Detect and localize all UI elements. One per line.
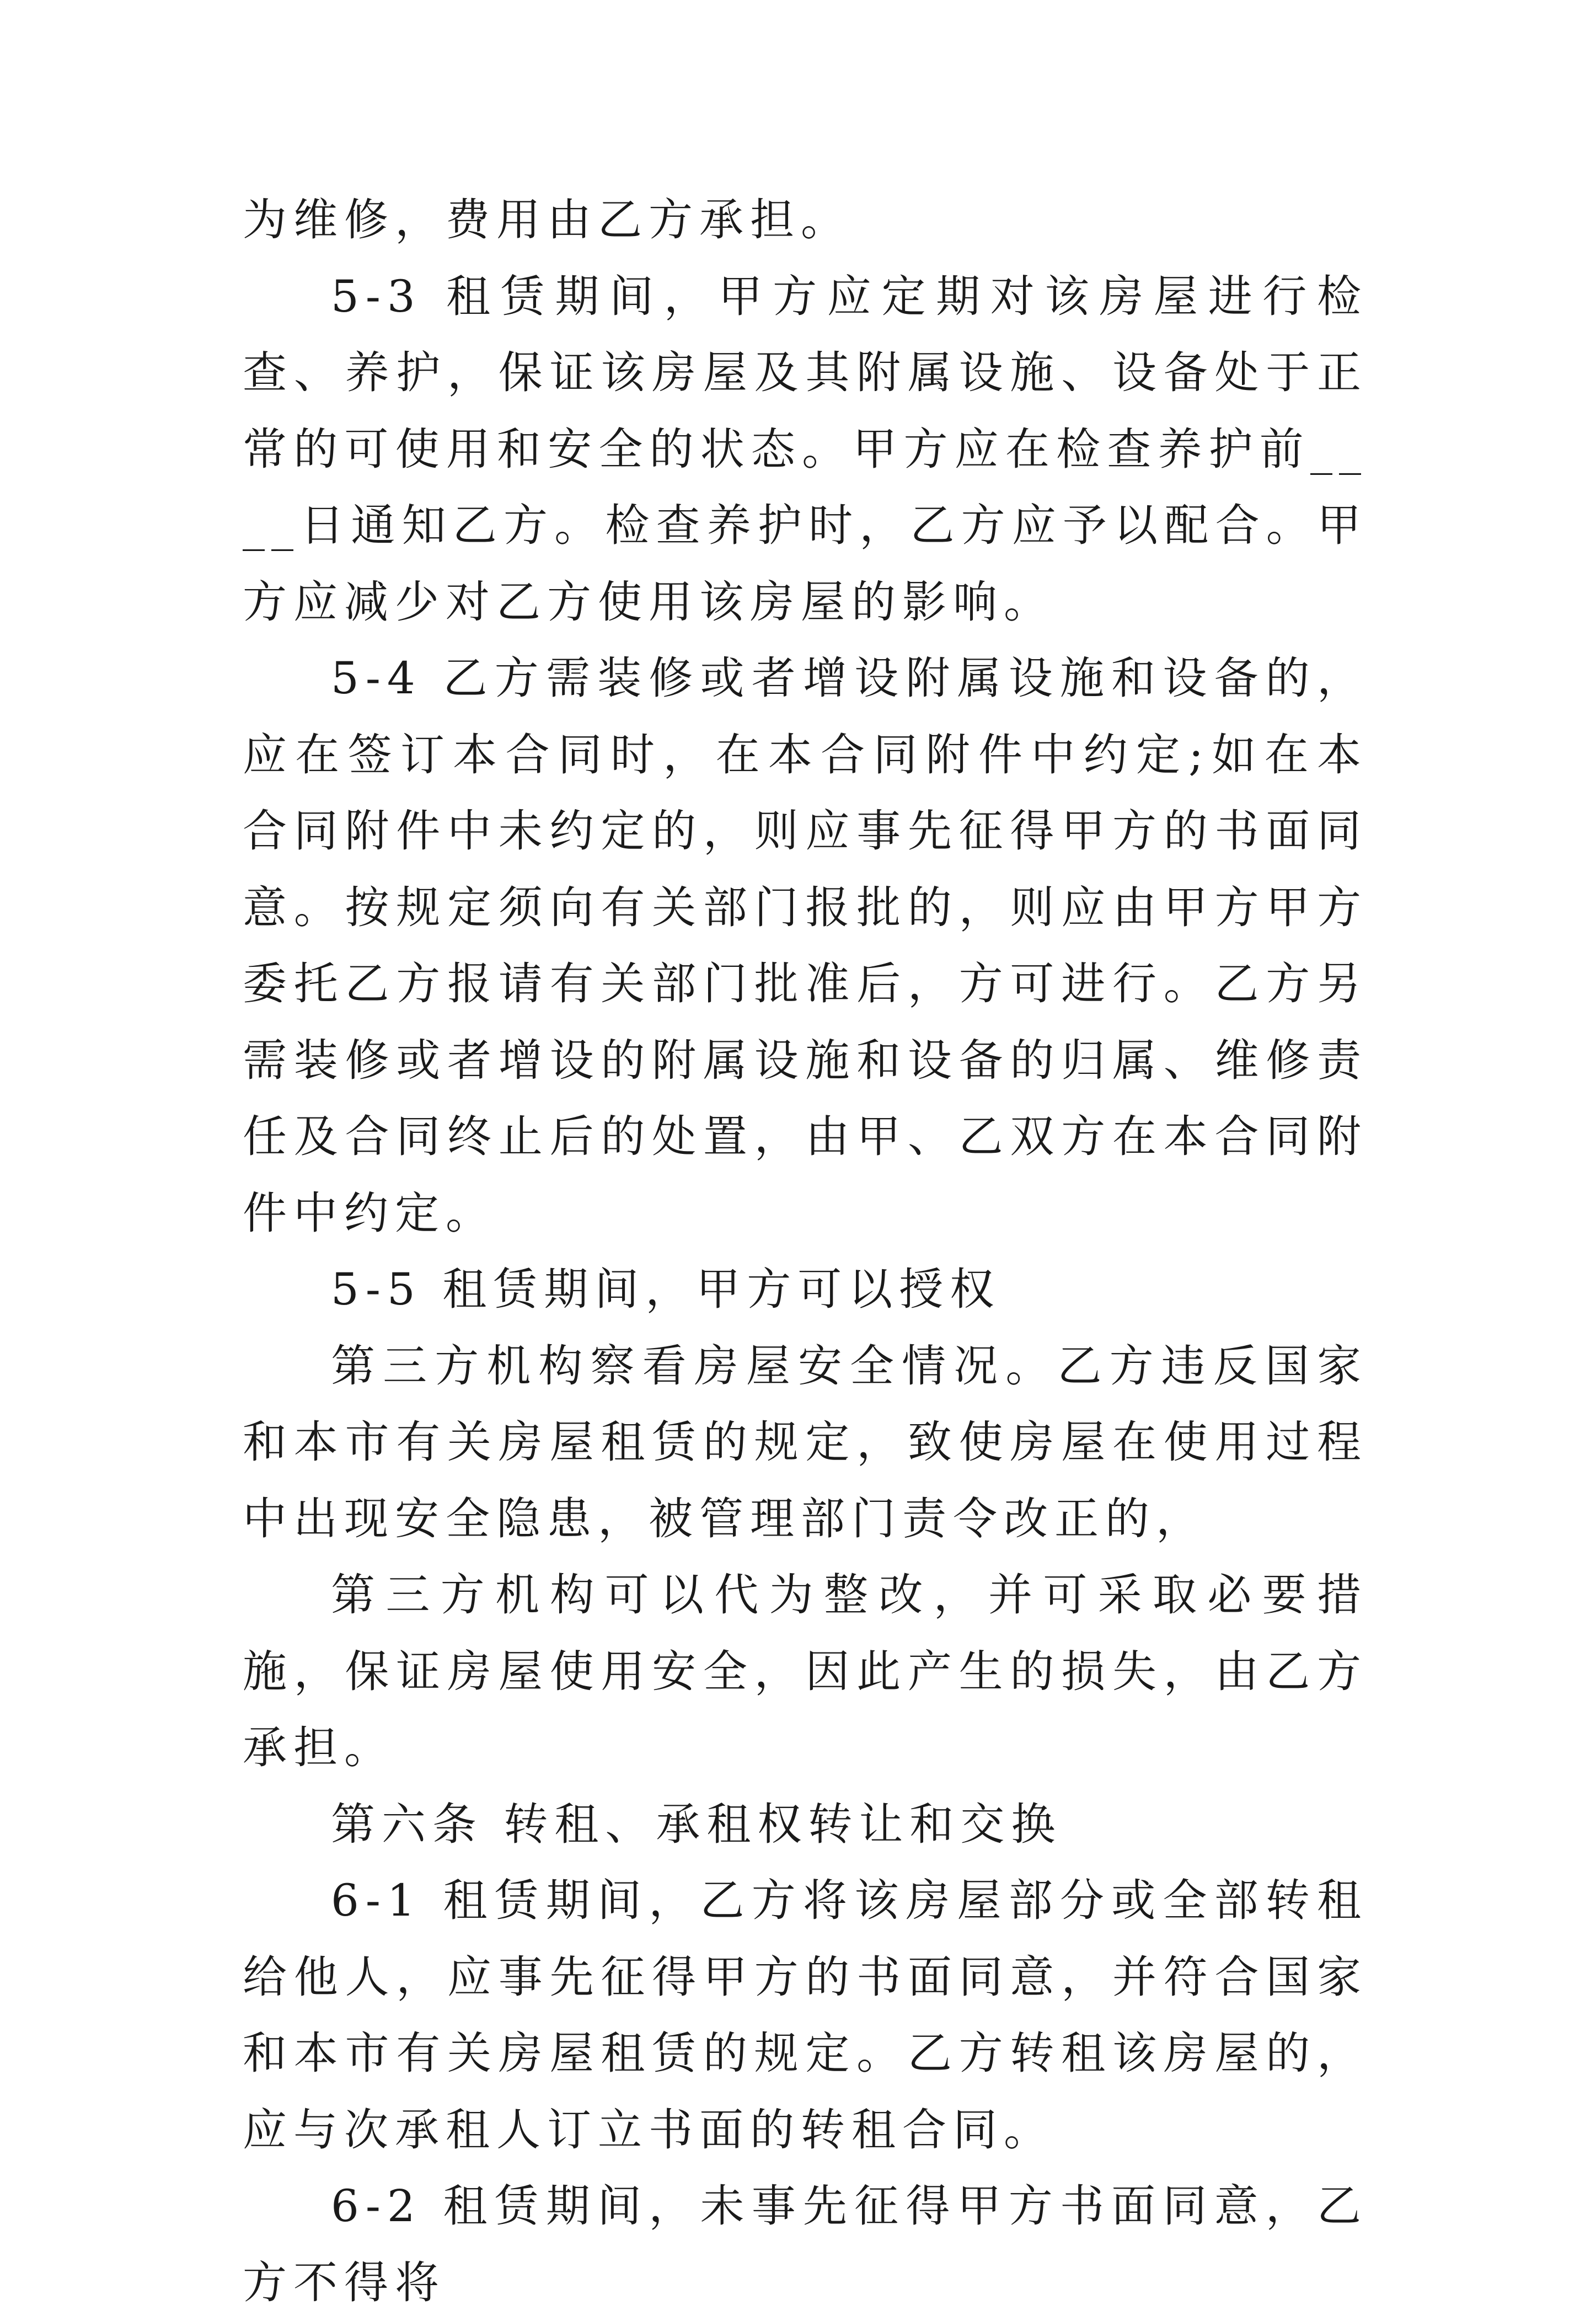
paragraph-6-2: 6-2 租赁期间，未事先征得甲方书面同意，乙方不得将 [243,2180,1368,2308]
paragraph-third-party-inspection: 第三方机构察看房屋安全情况。乙方违反国家和本市有关房屋租赁的规定，致使房屋在使用过程中出现安全隐患，被管理部门责令改正的， [243,1340,1368,1544]
paragraph-6-1: 6-1 租赁期间，乙方将该房屋部分或全部转租给他人，应事先征得甲方的书面同意，并符合国家和本市有关房屋租赁的规定。乙方转租该房屋的，应与次承租人订立书面的转租合同。 [243,1875,1368,2156]
paragraph-third-party-rectification: 第三方机构可以代为整改，并可采取必要措施，保证房屋使用安全，因此产生的损失，由乙方承担。 [243,1569,1368,1773]
paragraph-5-5: 5-5 租赁期间，甲方可以授权 [331,1264,1001,1315]
paragraph-5-4: 5-4 乙方需装修或者增设附属设施和设备的，应在签订本合同时，在本合同附件中约定;如在本合同附件中未约定的，则应事先征得甲方的书面同意。按规定须向有关部门报批的，则应由甲方甲方委托乙方报请有关部门批准后，方可进行。乙方另需装修或者增设的附属设施和设备的归属、维修责任及合同终止后的处置，由甲、乙双方在本合同附件中约定。 [243,653,1368,1239]
document-body [243,182,1368,2321]
article-6-heading: 第六条 转租、承租权转让和交换 [331,1798,1062,1850]
paragraph-5-3: 5-3 租赁期间，甲方应定期对该房屋进行检查、养护，保证该房屋及其附属设施、设备处于正常的可使用和安全的状态。甲方应在检查养护前____日通知乙方。检查养护时，乙方应予以配合。甲方应减少对乙方使用该房屋的影响。 [243,270,1368,628]
paragraph-continuation: 为维修，费用由乙方承担。 [243,194,851,245]
